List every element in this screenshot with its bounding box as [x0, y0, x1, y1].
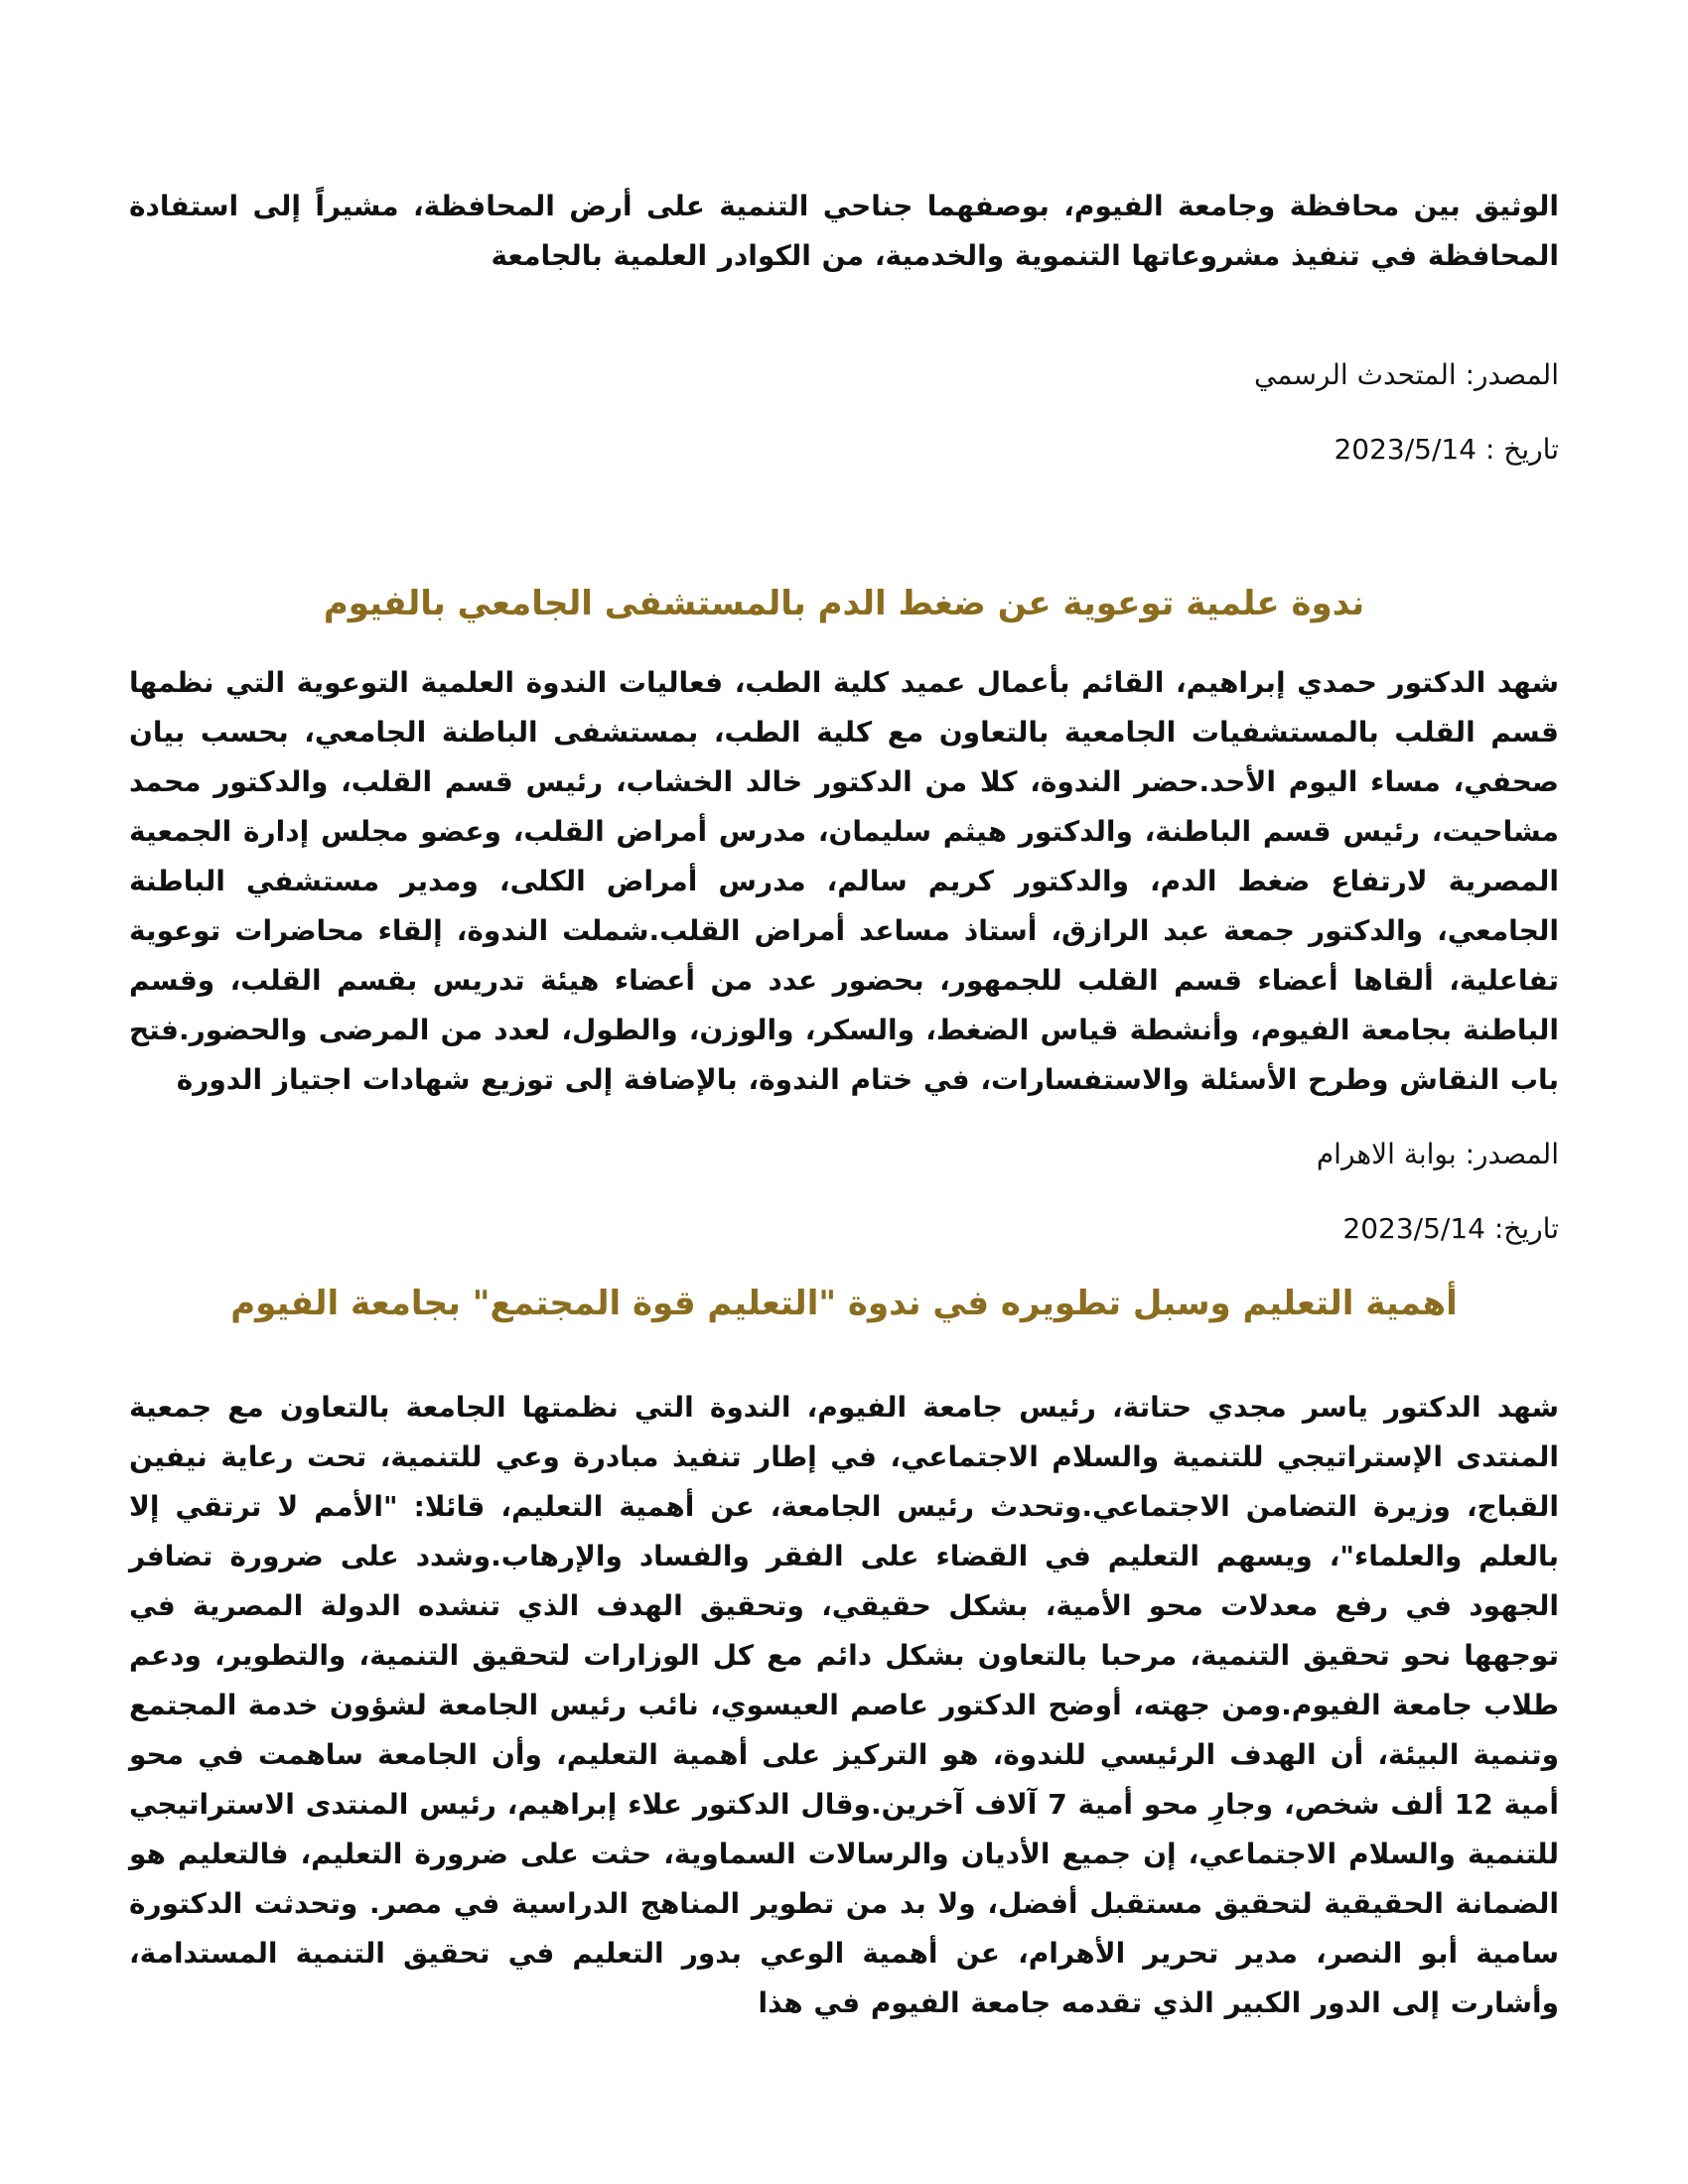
continuation-paragraph: الوثيق بين محافظة وجامعة الفيوم، بوصفهما جناحي التنمية على أرض المحافظة، مشيراً إلى استفادة المحافظة في تنفيذ مشروعاتها التنموية والخدمية، من الكوادر العلمية بالجامعة [129, 190, 1559, 272]
date-line-1: تاريخ : 2023/5/14 [1334, 433, 1559, 466]
source-line-official-spokesperson: المصدر: المتحدث الرسمي [1253, 358, 1559, 391]
date-line-2: تاريخ: 2023/5/14 [1342, 1212, 1559, 1245]
article-1-headline: ندوة علمية توعوية عن ضغط الدم بالمستشفى الجامعي بالفيوم [323, 584, 1365, 623]
article-1-body: شهد الدكتور حمدي إبراهيم، القائم بأعمال عميد كلية الطب، فعاليات الندوة العلمية التوعوية التي نظمها قسم القلب بالمستشفيات الجامعية بالتعاون مع كلية الطب، بمستشفى الباطنة الجامعي، بحسب بيان صحفي، مساء اليوم الأحد.حضر الندوة، كلا من الدكتور خالد الخشاب، رئيس قسم القلب، والدكتور محمد مشاحيت، رئيس قسم الباطنة، والدكتور هيثم سليمان، مدرس أمراض القلب، وعضو مجلس إدارة الجمعية المصرية لارتفاع ضغط الدم، والدكتور كريم سالم، مدرس أمراض الكلى، ومدير مستشفي الباطنة الجامعي، والدكتور جمعة عبد الرازق، أستاذ مساعد أمراض القلب.شملت الندوة، إلقاء محاضرات توعوية تفاعلية، ألقاها أعضاء قسم القلب للجمهور، بحضور عدد من أعضاء هيئة تدريس بقسم القلب، وقسم الباطنة بجامعة الفيوم، وأنشطة قياس الضغط، والسكر، والوزن، والطول، لعدد من المرضى والحضور.فتح باب النقاش وطرح الأسئلة والاستفسارات، في ختام الندوة، بالإضافة إلى توزيع شهادات اجتياز الدورة [129, 666, 1559, 1096]
article-2-body: شهد الدكتور ياسر مجدي حتاتة، رئيس جامعة الفيوم، الندوة التي نظمتها الجامعة بالتعاون مع جمعية المنتدى الإستراتيجي للتنمية والسلام الاجتماعي، في إطار تنفيذ مبادرة وعي للتنمية، تحت رعاية نيفين القباج، وزيرة التضامن الاجتماعي.وتحدث رئيس الجامعة، عن أهمية التعليم، قائلا: "الأمم لا ترتقي إلا بالعلم والعلماء"، ويسهم التعليم في القضاء على الفقر والفساد والإرهاب.وشدد على ضرورة تضافر الجهود في رفع معدلات محو الأمية، بشكل حقيقي، وتحقيق الهدف الذي تنشده الدولة المصرية في توجهها نحو تحقيق التنمية، مرحبا بالتعاون بشكل دائم مع كل الوزارات لتحقيق التنمية، والتطوير، ودعم طلاب جامعة الفيوم.ومن جهته، أوضح الدكتور عاصم العيسوي، نائب رئيس الجامعة لشؤون خدمة المجتمع وتنمية البيئة، أن الهدف الرئيسي للندوة، هو التركيز على أهمية التعليم، وأن الجامعة ساهمت في محو أمية 12 ألف شخص، وجارِ محو أمية 7 آلاف آخرين.وقال الدكتور علاء إبراهيم، رئيس المنتدى الاستراتيجي للتنمية والسلام الاجتماعي، إن جميع الأديان والرسالات السماوية، حثت على ضرورة التعليم، فالتعليم هو الضمانة الحقيقية لتحقيق مستقبل أفضل، ولا بد من تطوير المناهج الدراسية في مصر. وتحدثت الدكتورة سامية أبو النصر، مدير تحرير الأهرام، عن أهمية الوعي بدور التعليم في تحقيق التنمية المستدامة، وأشارت إلى الدور الكبير الذي تقدمه جامعة الفيوم في هذا [129, 1391, 1559, 2019]
source-line-ahram-gate: المصدر: بوابة الاهرام [1316, 1138, 1559, 1170]
article-2-headline: أهمية التعليم وسبل تطويره في ندوة "التعليم قوة المجتمع" بجامعة الفيوم [230, 1284, 1458, 1323]
